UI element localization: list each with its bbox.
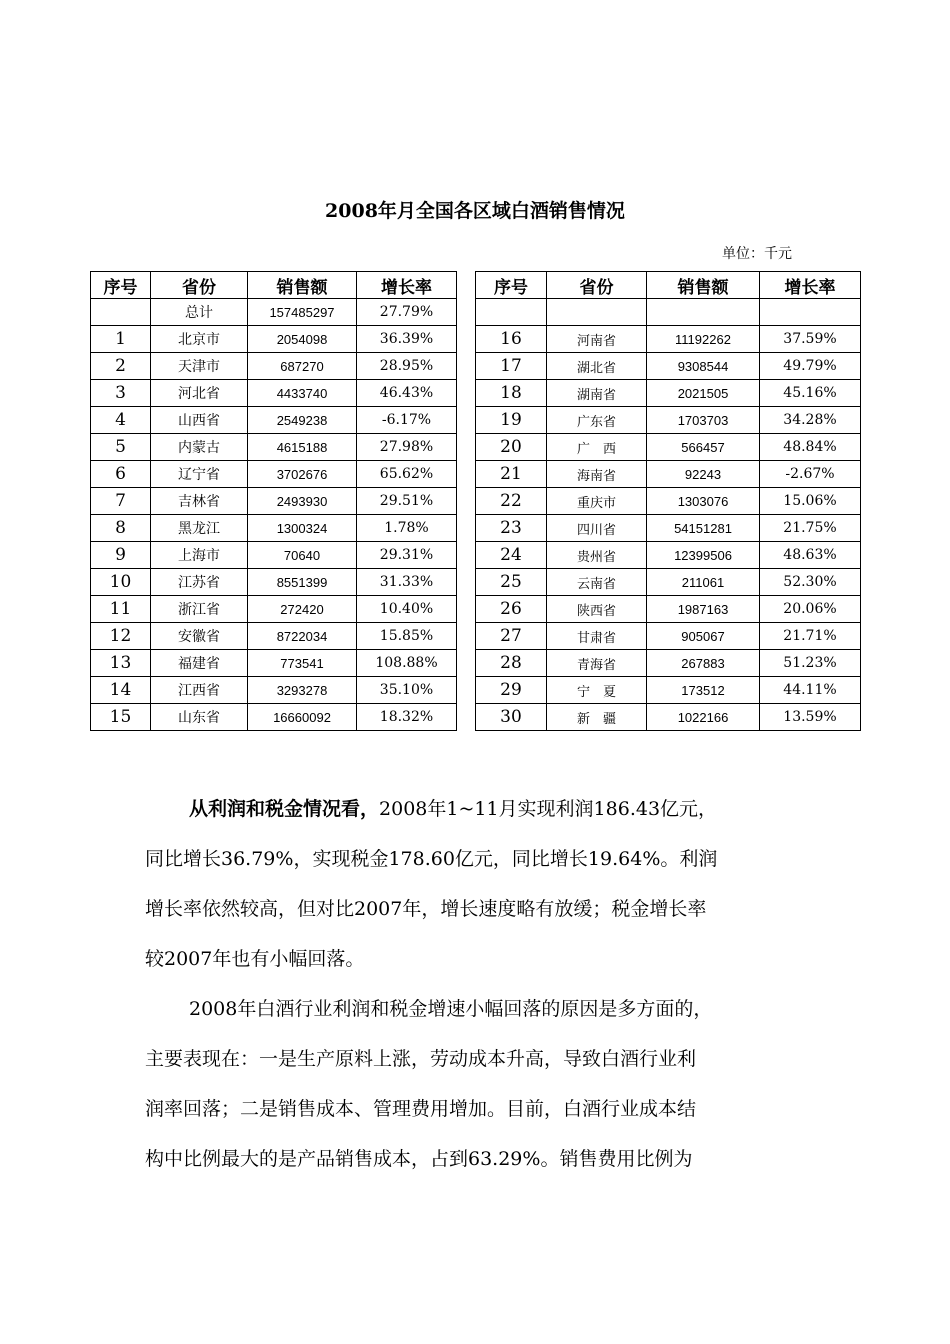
cell-sales: 54151281 (647, 515, 760, 542)
cell-growth: 36.39% (357, 326, 457, 353)
header-sales: 销售额 (647, 272, 760, 299)
table-row (91, 596, 457, 623)
table-row (91, 326, 457, 353)
cell-sales: 11192262 (647, 326, 760, 353)
cell-growth: 20.06% (760, 596, 861, 623)
cell-index: 28 (476, 650, 547, 677)
cell-sales: 211061 (647, 569, 760, 596)
table-row (91, 623, 457, 650)
cell-growth: 21.75% (760, 515, 861, 542)
cell-growth: 29.31% (357, 542, 457, 569)
paragraph-line: 同比增长36.79%，实现税金178.60亿元，同比增长19.64%。利润 (145, 848, 718, 870)
cell-growth: 65.62% (357, 461, 457, 488)
cell-growth: 37.59% (760, 326, 861, 353)
header-province: 省份 (547, 272, 647, 299)
cell-sales: 8722034 (248, 623, 357, 650)
cell-index: 15 (91, 704, 151, 731)
paragraph-line: 较2007年也有小幅回落。 (145, 948, 365, 970)
cell-growth: 51.23% (760, 650, 861, 677)
cell-sales: 1022166 (647, 704, 760, 731)
cell-sales: 9308544 (647, 353, 760, 380)
cell-index: 11 (91, 596, 151, 623)
unit-label: 单位：千元 (722, 246, 792, 262)
cell-province: 总计 (151, 299, 248, 326)
cell-growth: 21.71% (760, 623, 861, 650)
cell-sales: 267883 (647, 650, 760, 677)
cell-province: 山东省 (151, 704, 248, 731)
cell-sales: 3293278 (248, 677, 357, 704)
table-row (91, 407, 457, 434)
cell-sales: 566457 (647, 434, 760, 461)
cell-sales: 1303076 (647, 488, 760, 515)
table-row (91, 353, 457, 380)
cell-growth: 10.40% (357, 596, 457, 623)
table-row (476, 515, 861, 542)
cell-index: 17 (476, 353, 547, 380)
cell-province: 河北省 (151, 380, 248, 407)
cell-growth: 28.95% (357, 353, 457, 380)
table-row (91, 434, 457, 461)
cell-index: 23 (476, 515, 547, 542)
table-row (91, 380, 457, 407)
cell-province: 新 疆 (547, 704, 647, 731)
cell-sales: 8551399 (248, 569, 357, 596)
cell-growth: 46.43% (357, 380, 457, 407)
table-row (91, 569, 457, 596)
paragraph-line (145, 784, 810, 834)
cell-province: 四川省 (547, 515, 647, 542)
cell-sales: 2054098 (248, 326, 357, 353)
table-row (91, 650, 457, 677)
table-row (91, 542, 457, 569)
cell-growth: 27.79% (357, 299, 457, 326)
header-growth: 增长率 (760, 272, 861, 299)
cell-index: 1 (91, 326, 151, 353)
cell-index: 14 (91, 677, 151, 704)
table-row (476, 407, 861, 434)
cell-province: 甘肃省 (547, 623, 647, 650)
cell-growth: 35.10% (357, 677, 457, 704)
cell-province: 内蒙古 (151, 434, 248, 461)
cell-province: 陕西省 (547, 596, 647, 623)
cell-blank (760, 299, 861, 326)
cell-province: 广东省 (547, 407, 647, 434)
cell-index (91, 299, 151, 326)
cell-growth: 34.28% (760, 407, 861, 434)
cell-province: 宁 夏 (547, 677, 647, 704)
cell-index: 5 (91, 434, 151, 461)
cell-sales: 3702676 (248, 461, 357, 488)
header-index: 序号 (91, 272, 151, 299)
cell-index: 19 (476, 407, 547, 434)
table-row (476, 677, 861, 704)
sales-table-left (90, 271, 457, 731)
cell-index: 22 (476, 488, 547, 515)
cell-growth: 27.98% (357, 434, 457, 461)
cell-blank (476, 299, 547, 326)
cell-index: 18 (476, 380, 547, 407)
sales-table-right (475, 271, 861, 731)
paragraph-line: 2008年白酒行业利润和税金增速小幅回落的原因是多方面的， (189, 998, 713, 1020)
cell-growth: 13.59% (760, 704, 861, 731)
table-row (476, 434, 861, 461)
cell-sales: 773541 (248, 650, 357, 677)
cell-index: 10 (91, 569, 151, 596)
cell-index: 7 (91, 488, 151, 515)
cell-sales: 2021505 (647, 380, 760, 407)
cell-sales: 4433740 (248, 380, 357, 407)
table-row (476, 542, 861, 569)
cell-sales: 173512 (647, 677, 760, 704)
cell-province: 上海市 (151, 542, 248, 569)
total-row (91, 299, 457, 326)
table-header-row (91, 272, 457, 299)
cell-index: 25 (476, 569, 547, 596)
cell-growth: 52.30% (760, 569, 861, 596)
cell-province: 广 西 (547, 434, 647, 461)
table-row (91, 515, 457, 542)
cell-index: 26 (476, 596, 547, 623)
header-growth: 增长率 (357, 272, 457, 299)
cell-growth: 31.33% (357, 569, 457, 596)
table-row (476, 353, 861, 380)
cell-index: 2 (91, 353, 151, 380)
cell-growth: -2.67% (760, 461, 861, 488)
cell-index: 27 (476, 623, 547, 650)
cell-sales: 1300324 (248, 515, 357, 542)
cell-index: 30 (476, 704, 547, 731)
cell-index: 6 (91, 461, 151, 488)
cell-province: 海南省 (547, 461, 647, 488)
cell-province: 北京市 (151, 326, 248, 353)
cell-sales: 92243 (647, 461, 760, 488)
cell-index: 13 (91, 650, 151, 677)
cell-index: 8 (91, 515, 151, 542)
blank-row (476, 299, 861, 326)
paragraph-line: 润率回落；二是销售成本、管理费用增加。目前，白酒行业成本结 (145, 1098, 697, 1120)
cell-province: 重庆市 (547, 488, 647, 515)
cell-sales: 2493930 (248, 488, 357, 515)
cell-province: 黑龙江 (151, 515, 248, 542)
cell-growth: 44.11% (760, 677, 861, 704)
cell-index: 12 (91, 623, 151, 650)
table-row (91, 488, 457, 515)
cell-province: 辽宁省 (151, 461, 248, 488)
cell-province: 浙江省 (151, 596, 248, 623)
table-row (91, 677, 457, 704)
cell-province: 湖北省 (547, 353, 647, 380)
cell-province: 天津市 (151, 353, 248, 380)
table-row (476, 488, 861, 515)
paragraph-lead: 从利润和税金情况看， (189, 798, 380, 820)
cell-sales: 2549238 (248, 407, 357, 434)
cell-sales: 1703703 (647, 407, 760, 434)
table-header-row (476, 272, 861, 299)
cell-growth: 49.79% (760, 353, 861, 380)
cell-growth: 1.78% (357, 515, 457, 542)
table-row (476, 704, 861, 731)
cell-index: 21 (476, 461, 547, 488)
table-row (476, 380, 861, 407)
cell-province: 青海省 (547, 650, 647, 677)
header-index: 序号 (476, 272, 547, 299)
cell-sales: 272420 (248, 596, 357, 623)
cell-province: 安徽省 (151, 623, 248, 650)
cell-province: 湖南省 (547, 380, 647, 407)
cell-growth: 29.51% (357, 488, 457, 515)
cell-sales: 687270 (248, 353, 357, 380)
cell-index: 9 (91, 542, 151, 569)
table-row (476, 623, 861, 650)
cell-index: 24 (476, 542, 547, 569)
cell-province: 河南省 (547, 326, 647, 353)
table-row (476, 461, 861, 488)
cell-sales: 4615188 (248, 434, 357, 461)
cell-index: 29 (476, 677, 547, 704)
page-title: 2008年月全国各区域白酒销售情况 (325, 200, 625, 222)
paragraph-text: 2008年1~11月实现利润186.43亿元， (379, 798, 718, 820)
cell-sales: 16660092 (248, 704, 357, 731)
cell-growth: -6.17% (357, 407, 457, 434)
cell-sales: 157485297 (248, 299, 357, 326)
cell-province: 山西省 (151, 407, 248, 434)
cell-sales: 70640 (248, 542, 357, 569)
table-body-left (91, 299, 457, 731)
cell-growth: 18.32% (357, 704, 457, 731)
cell-growth: 48.84% (760, 434, 861, 461)
table-row (476, 326, 861, 353)
cell-index: 3 (91, 380, 151, 407)
paragraph-line: 增长率依然较高，但对比2007年，增长速度略有放缓；税金增长率 (145, 898, 707, 920)
cell-growth: 15.06% (760, 488, 861, 515)
table-body-right (476, 299, 861, 731)
cell-sales: 905067 (647, 623, 760, 650)
paragraph-line: 构中比例最大的是产品销售成本，占到63.29%。销售费用比例为 (145, 1148, 693, 1170)
table-row (476, 596, 861, 623)
table-row (91, 461, 457, 488)
paragraph-line: 主要表现在：一是生产原料上涨，劳动成本升高，导致白酒行业利 (145, 1048, 697, 1070)
table-row (476, 650, 861, 677)
cell-province: 云南省 (547, 569, 647, 596)
cell-province: 贵州省 (547, 542, 647, 569)
cell-index: 20 (476, 434, 547, 461)
cell-index: 4 (91, 407, 151, 434)
header-province: 省份 (151, 272, 248, 299)
cell-province: 福建省 (151, 650, 248, 677)
table-row (91, 704, 457, 731)
paragraph-reasons (145, 984, 810, 1184)
paragraph-profit-tax (145, 784, 810, 984)
cell-province: 江西省 (151, 677, 248, 704)
cell-growth: 108.88% (357, 650, 457, 677)
cell-sales: 12399506 (647, 542, 760, 569)
header-sales: 销售额 (248, 272, 357, 299)
cell-growth: 45.16% (760, 380, 861, 407)
cell-province: 吉林省 (151, 488, 248, 515)
cell-growth: 15.85% (357, 623, 457, 650)
cell-blank (647, 299, 760, 326)
cell-province: 江苏省 (151, 569, 248, 596)
cell-sales: 1987163 (647, 596, 760, 623)
table-row (476, 569, 861, 596)
cell-blank (547, 299, 647, 326)
cell-index: 16 (476, 326, 547, 353)
cell-growth: 48.63% (760, 542, 861, 569)
